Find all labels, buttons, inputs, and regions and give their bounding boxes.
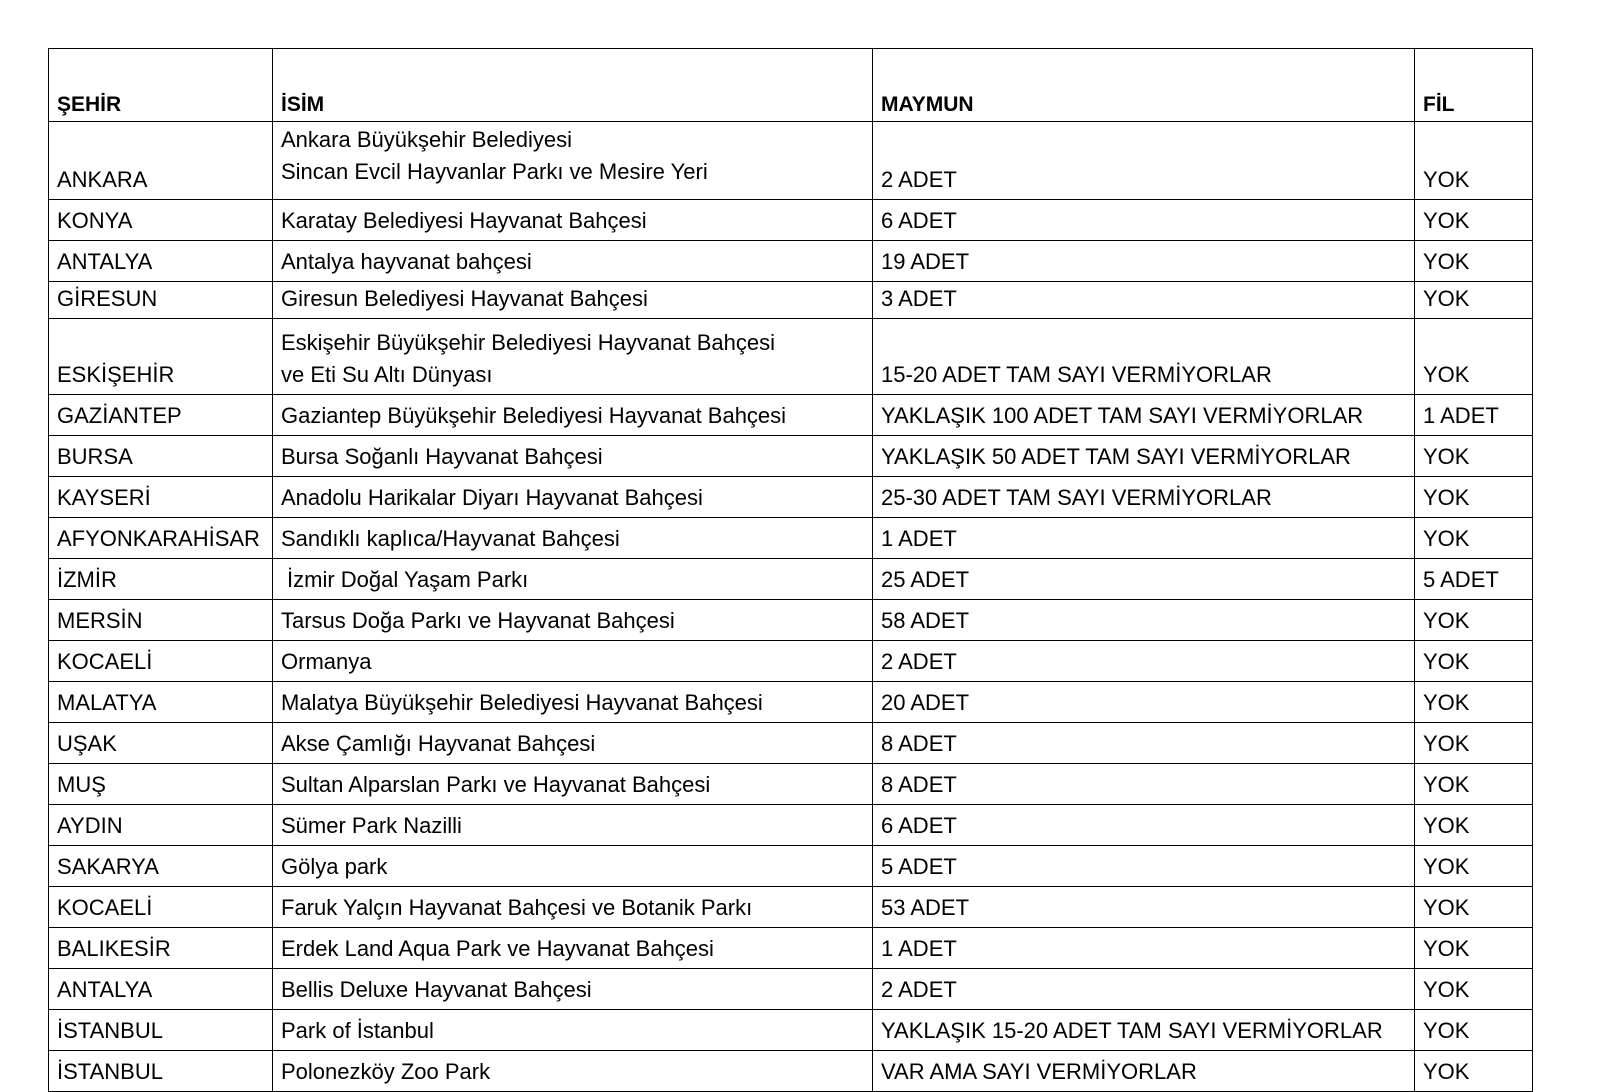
cell-monkey: 15-20 ADET TAM SAYI VERMİYORLAR xyxy=(873,319,1415,395)
cell-monkey: YAKLAŞIK 15-20 ADET TAM SAYI VERMİYORLAR xyxy=(873,1010,1415,1051)
cell-city: KAYSERİ xyxy=(49,477,273,518)
cell-monkey: 6 ADET xyxy=(873,805,1415,846)
cell-city: KOCAELİ xyxy=(49,887,273,928)
cell-name: Ormanya xyxy=(273,641,873,682)
cell-name-line: Ankara Büyükşehir Belediyesi xyxy=(281,127,573,152)
cell-city: AFYONKARAHİSAR xyxy=(49,518,273,559)
cell-elephant: YOK xyxy=(1415,641,1533,682)
cell-monkey: 6 ADET xyxy=(873,200,1415,241)
header-elephant: FİL xyxy=(1415,49,1533,122)
cell-city: ANKARA xyxy=(49,122,273,200)
cell-elephant: YOK xyxy=(1415,969,1533,1010)
cell-name: Bellis Deluxe Hayvanat Bahçesi xyxy=(273,969,873,1010)
cell-city: ANTALYA xyxy=(49,241,273,282)
cell-name-line: Eskişehir Büyükşehir Belediyesi Hayvanat Bahçesi xyxy=(281,330,776,355)
cell-elephant: YOK xyxy=(1415,1051,1533,1092)
table-row xyxy=(49,723,1533,764)
cell-elephant: YOK xyxy=(1415,282,1533,319)
cell-monkey: 8 ADET xyxy=(873,723,1415,764)
table-row xyxy=(49,928,1533,969)
table-row xyxy=(49,1010,1533,1051)
cell-elephant: YOK xyxy=(1415,887,1533,928)
cell-elephant: YOK xyxy=(1415,518,1533,559)
cell-monkey: 3 ADET xyxy=(873,282,1415,319)
cell-city: İSTANBUL xyxy=(49,1051,273,1092)
table-row xyxy=(49,641,1533,682)
table-row xyxy=(49,518,1533,559)
cell-name-line: Sincan Evcil Hayvanlar Parkı ve Mesire Yeri xyxy=(281,159,708,184)
cell-name: Anadolu Harikalar Diyarı Hayvanat Bahçesi xyxy=(273,477,873,518)
cell-name: Sandıklı kaplıca/Hayvanat Bahçesi xyxy=(273,518,873,559)
table-row xyxy=(49,1051,1533,1092)
cell-city: BURSA xyxy=(49,436,273,477)
cell-elephant: YOK xyxy=(1415,682,1533,723)
cell-name: Sultan Alparslan Parkı ve Hayvanat Bahçesi xyxy=(273,764,873,805)
cell-name xyxy=(273,559,873,600)
table-row xyxy=(49,600,1533,641)
table-row xyxy=(49,969,1533,1010)
cell-elephant: YOK xyxy=(1415,200,1533,241)
cell-monkey: 2 ADET xyxy=(873,122,1415,200)
cell-name: Malatya Büyükşehir Belediyesi Hayvanat Bahçesi xyxy=(273,682,873,723)
cell-city: GİRESUN xyxy=(49,282,273,319)
table-row xyxy=(49,682,1533,723)
cell-name: Gaziantep Büyükşehir Belediyesi Hayvanat Bahçesi xyxy=(273,395,873,436)
cell-city: GAZİANTEP xyxy=(49,395,273,436)
cell-monkey: 20 ADET xyxy=(873,682,1415,723)
cell-name: Antalya hayvanat bahçesi xyxy=(273,241,873,282)
cell-name-text: İzmir Doğal Yaşam Parkı xyxy=(287,567,529,592)
cell-name xyxy=(273,122,873,200)
cell-elephant: YOK xyxy=(1415,436,1533,477)
cell-monkey: 2 ADET xyxy=(873,969,1415,1010)
table-row xyxy=(49,395,1533,436)
cell-name xyxy=(273,319,873,395)
cell-monkey: 5 ADET xyxy=(873,846,1415,887)
cell-elephant: YOK xyxy=(1415,723,1533,764)
table-row xyxy=(49,764,1533,805)
cell-elephant: YOK xyxy=(1415,764,1533,805)
cell-elephant: YOK xyxy=(1415,241,1533,282)
cell-elephant: YOK xyxy=(1415,319,1533,395)
table-row xyxy=(49,559,1533,600)
cell-name: Park of İstanbul xyxy=(273,1010,873,1051)
table-row xyxy=(49,805,1533,846)
cell-city: KOCAELİ xyxy=(49,641,273,682)
cell-city: MUŞ xyxy=(49,764,273,805)
cell-elephant: YOK xyxy=(1415,805,1533,846)
cell-monkey: 25-30 ADET TAM SAYI VERMİYORLAR xyxy=(873,477,1415,518)
table-row xyxy=(49,122,1533,200)
cell-monkey: YAKLAŞIK 50 ADET TAM SAYI VERMİYORLAR xyxy=(873,436,1415,477)
cell-name: Sümer Park Nazilli xyxy=(273,805,873,846)
table-row xyxy=(49,282,1533,319)
cell-name: Gölya park xyxy=(273,846,873,887)
cell-elephant: YOK xyxy=(1415,1010,1533,1051)
cell-name-line: ve Eti Su Altı Dünyası xyxy=(281,362,493,387)
cell-city: İSTANBUL xyxy=(49,1010,273,1051)
cell-elephant: YOK xyxy=(1415,846,1533,887)
header-monkey: MAYMUN xyxy=(873,49,1415,122)
cell-name: Karatay Belediyesi Hayvanat Bahçesi xyxy=(273,200,873,241)
cell-name: Tarsus Doğa Parkı ve Hayvanat Bahçesi xyxy=(273,600,873,641)
cell-name: Erdek Land Aqua Park ve Hayvanat Bahçesi xyxy=(273,928,873,969)
cell-name: Giresun Belediyesi Hayvanat Bahçesi xyxy=(273,282,873,319)
cell-monkey: 53 ADET xyxy=(873,887,1415,928)
cell-monkey: VAR AMA SAYI VERMİYORLAR xyxy=(873,1051,1415,1092)
cell-name: Polonezköy Zoo Park xyxy=(273,1051,873,1092)
cell-monkey: 58 ADET xyxy=(873,600,1415,641)
header-name: İSİM xyxy=(273,49,873,122)
cell-elephant: 1 ADET xyxy=(1415,395,1533,436)
cell-city: ANTALYA xyxy=(49,969,273,1010)
cell-elephant: YOK xyxy=(1415,477,1533,518)
cell-city: BALIKESİR xyxy=(49,928,273,969)
cell-city: ESKİŞEHİR xyxy=(49,319,273,395)
cell-monkey: 19 ADET xyxy=(873,241,1415,282)
header-city: ŞEHİR xyxy=(49,49,273,122)
cell-monkey: 8 ADET xyxy=(873,764,1415,805)
cell-elephant: YOK xyxy=(1415,600,1533,641)
cell-monkey: 1 ADET xyxy=(873,518,1415,559)
cell-name: Bursa Soğanlı Hayvanat Bahçesi xyxy=(273,436,873,477)
cell-name: Akse Çamlığı Hayvanat Bahçesi xyxy=(273,723,873,764)
table-row xyxy=(49,241,1533,282)
table-row xyxy=(49,436,1533,477)
cell-elephant: YOK xyxy=(1415,122,1533,200)
cell-city: MERSİN xyxy=(49,600,273,641)
table-row xyxy=(49,846,1533,887)
cell-elephant: YOK xyxy=(1415,928,1533,969)
cell-elephant: 5 ADET xyxy=(1415,559,1533,600)
table-header-row xyxy=(49,49,1533,122)
cell-city: SAKARYA xyxy=(49,846,273,887)
cell-monkey: 1 ADET xyxy=(873,928,1415,969)
table-row xyxy=(49,319,1533,395)
table-row xyxy=(49,200,1533,241)
cell-city: AYDIN xyxy=(49,805,273,846)
cell-monkey: 2 ADET xyxy=(873,641,1415,682)
cell-name: Faruk Yalçın Hayvanat Bahçesi ve Botanik Parkı xyxy=(273,887,873,928)
cell-city: MALATYA xyxy=(49,682,273,723)
cell-city: İZMİR xyxy=(49,559,273,600)
zoo-table xyxy=(48,48,1533,1092)
cell-city: UŞAK xyxy=(49,723,273,764)
table-row xyxy=(49,887,1533,928)
cell-monkey: YAKLAŞIK 100 ADET TAM SAYI VERMİYORLAR xyxy=(873,395,1415,436)
cell-monkey: 25 ADET xyxy=(873,559,1415,600)
table-row xyxy=(49,477,1533,518)
cell-city: KONYA xyxy=(49,200,273,241)
